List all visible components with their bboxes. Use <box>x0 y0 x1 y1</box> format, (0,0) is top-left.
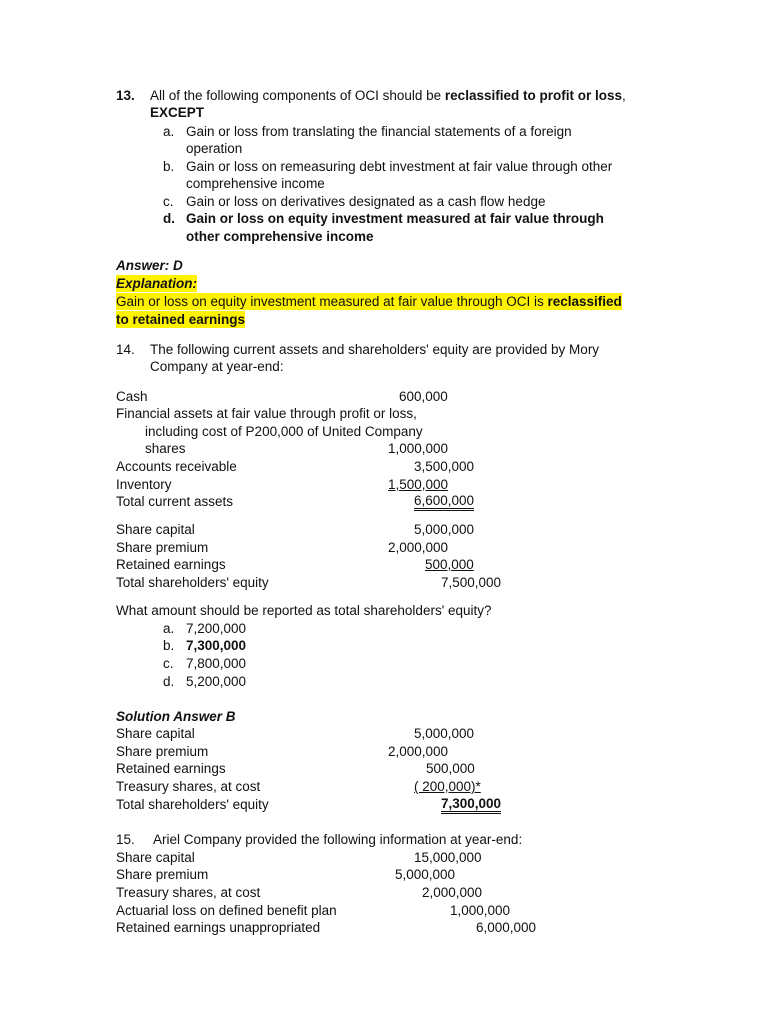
q15-row-value: 2,000,000 <box>422 885 483 900</box>
q13-choice-d-text-cont: other comprehensive income <box>186 229 374 244</box>
q14-stem: The following current assets and shareholders' equity are provided by Mory <box>150 342 600 357</box>
q15-row-value: 15,000,000 <box>414 850 482 865</box>
q14-choice-b-value: 7,300,000 <box>186 638 247 653</box>
solution-ts-label: Treasury shares, at cost <box>116 779 261 794</box>
share-capital-label: Share capital <box>116 522 195 537</box>
q13-choice-c-text: Gain or loss on derivatives designated as a cash flow hedge <box>186 194 546 209</box>
fa-label-cont: including cost of P200,000 of United Company <box>145 424 423 439</box>
q15-row-label: Retained earnings unappropriated <box>116 920 321 935</box>
cash-value: 600,000 <box>399 389 448 404</box>
total-equity-label: Total shareholders' equity <box>116 575 269 590</box>
q13-choice-b-letter: b. <box>163 159 175 174</box>
inventory-label: Inventory <box>116 477 172 492</box>
q13-answer: Answer: D <box>116 258 183 273</box>
q14-choice-c-letter: c. <box>163 656 174 671</box>
fa-value: 1,000,000 <box>388 441 449 456</box>
q15-stem: Ariel Company provided the following information at year-end: <box>153 832 523 847</box>
total-equity-value: 7,500,000 <box>441 575 502 590</box>
q13-explanation-label: Explanation: <box>116 276 198 291</box>
q15-row-label: Share capital <box>116 850 195 865</box>
q13-choice-b-text: Gain or loss on remeasuring debt investment at fair value through other <box>186 159 613 174</box>
q13-stem: All of the following components of OCI should be reclassified to profit or loss, <box>150 88 626 103</box>
q13-choice-d-letter: d. <box>163 211 175 226</box>
q13-explanation-text: Gain or loss on equity investment measured at fair value through OCI is reclassified <box>116 294 622 309</box>
solution-sc-label: Share capital <box>116 726 195 741</box>
solution-sp-label: Share premium <box>116 744 209 759</box>
q15-row-label: Actuarial loss on defined benefit plan <box>116 903 337 918</box>
q15-row-label: Share premium <box>116 867 209 882</box>
fa-label: Financial assets at fair value through profit or loss, <box>116 406 417 421</box>
retained-earnings-label: Retained earnings <box>116 557 226 572</box>
solution-sc-value: 5,000,000 <box>414 726 475 741</box>
q14-question: What amount should be reported as total shareholders' equity? <box>116 603 492 618</box>
q13-explanation-text-cont: to retained earnings <box>116 312 246 327</box>
retained-earnings-value: 500,000 <box>425 557 474 572</box>
solution-total-label: Total shareholders' equity <box>116 797 269 812</box>
q15-row-value: 1,000,000 <box>450 903 511 918</box>
inventory-value: 1,500,000 <box>388 477 449 492</box>
solution-sp-value: 2,000,000 <box>388 744 449 759</box>
solution-re-label: Retained earnings <box>116 761 226 776</box>
q13-choice-c-letter: c. <box>163 194 174 209</box>
total-current-assets-value: 6,600,000 <box>414 493 474 511</box>
q15-row-value: 6,000,000 <box>476 920 537 935</box>
cash-label: Cash <box>116 389 148 404</box>
share-capital-value: 5,000,000 <box>414 522 475 537</box>
q14-choice-a-value: 7,200,000 <box>186 621 247 636</box>
q13-choice-a-text-cont: operation <box>186 141 243 156</box>
solution-ts-value: ( 200,000)* <box>414 779 481 794</box>
q14-choice-c-value: 7,800,000 <box>186 656 247 671</box>
solution-re-value: 500,000 <box>426 761 475 776</box>
q13-choice-d-text: Gain or loss on equity investment measured at fair value through <box>186 211 604 226</box>
q13-choice-a-letter: a. <box>163 124 175 139</box>
solution-total-value: 7,300,000 <box>441 796 501 814</box>
fa-label-cont2: shares <box>145 441 186 456</box>
q15-row-value: 5,000,000 <box>395 867 456 882</box>
q14-stem-cont: Company at year-end: <box>150 359 284 374</box>
q14-choice-a-letter: a. <box>163 621 175 636</box>
q14-number: 14. <box>116 342 135 357</box>
q15-row-label: Treasury shares, at cost <box>116 885 261 900</box>
q14-choice-d-value: 5,200,000 <box>186 674 247 689</box>
q15-number: 15. <box>116 832 135 847</box>
q14-choice-d-letter: d. <box>163 674 175 689</box>
share-premium-value: 2,000,000 <box>388 540 449 555</box>
solution-title: Solution Answer B <box>116 709 236 724</box>
q13-choice-a-text: Gain or loss from translating the financial statements of a foreign <box>186 124 572 139</box>
ar-value: 3,500,000 <box>414 459 475 474</box>
q13-number: 13. <box>116 88 135 103</box>
q13-except: EXCEPT <box>150 105 205 120</box>
q14-choice-b-letter: b. <box>163 638 175 653</box>
total-current-assets-label: Total current assets <box>116 494 234 509</box>
ar-label: Accounts receivable <box>116 459 237 474</box>
share-premium-label: Share premium <box>116 540 209 555</box>
q13-choice-b-text-cont: comprehensive income <box>186 176 325 191</box>
